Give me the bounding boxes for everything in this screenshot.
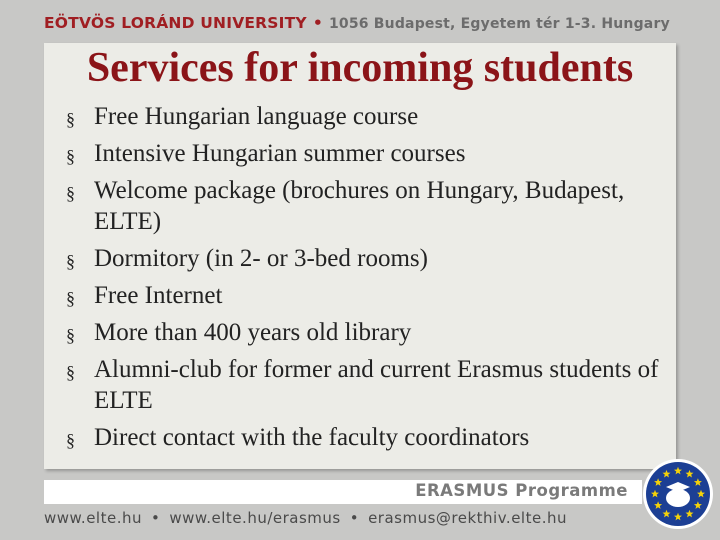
list-item-text: Alumni-club for former and current Erasmus students of ELTE xyxy=(94,356,659,414)
university-address: 1056 Budapest, Egyetem tér 1-3. Hungary xyxy=(328,16,670,32)
bullet-marker: § xyxy=(66,251,75,271)
university-name: EÖTVÖS LORÁND UNIVERSITY xyxy=(44,14,307,32)
bullet-marker: § xyxy=(66,362,75,382)
bullet-marker: § xyxy=(66,146,75,166)
list-item-text: More than 400 years old library xyxy=(94,319,412,346)
erasmus-website-link[interactable]: www.elte.hu/erasmus xyxy=(169,509,341,527)
list-item-text: Dormitory (in 2- or 3-bed rooms) xyxy=(94,245,428,272)
logo-graduate-figure xyxy=(666,482,690,507)
list-item xyxy=(66,317,666,348)
list-item-text: Free Hungarian language course xyxy=(94,103,419,130)
bullet-marker: § xyxy=(66,109,75,129)
list-item xyxy=(66,280,666,311)
footer-links xyxy=(44,509,644,527)
header-separator: • xyxy=(312,14,323,32)
bullet-marker: § xyxy=(66,288,75,308)
list-item xyxy=(66,138,666,169)
list-item xyxy=(66,243,666,274)
slide-title: Services for incoming students xyxy=(86,45,634,91)
list-item xyxy=(66,175,666,237)
header-bar xyxy=(44,14,684,38)
bullet-marker: § xyxy=(66,325,75,345)
footer-separator: • xyxy=(150,509,161,527)
services-list xyxy=(66,101,666,459)
list-item xyxy=(66,354,666,416)
bullet-marker: § xyxy=(66,430,75,450)
erasmus-eu-star-logo-icon xyxy=(641,457,715,531)
programme-bar xyxy=(44,480,642,504)
list-item-text: Direct contact with the faculty coordinators xyxy=(94,424,530,451)
list-item-text: Free Internet xyxy=(94,282,223,309)
bullet-marker: § xyxy=(66,183,75,203)
elte-website-link[interactable]: www.elte.hu xyxy=(44,509,142,527)
list-item xyxy=(66,101,666,132)
list-item-text: Welcome package (brochures on Hungary, Budapest, ELTE) xyxy=(94,177,625,235)
contact-email-link[interactable]: erasmus@rekthiv.elte.hu xyxy=(368,509,567,527)
programme-label: ERASMUS Programme xyxy=(415,481,628,500)
footer-separator: • xyxy=(349,509,360,527)
list-item xyxy=(66,422,666,453)
list-item-text: Intensive Hungarian summer courses xyxy=(94,140,466,167)
